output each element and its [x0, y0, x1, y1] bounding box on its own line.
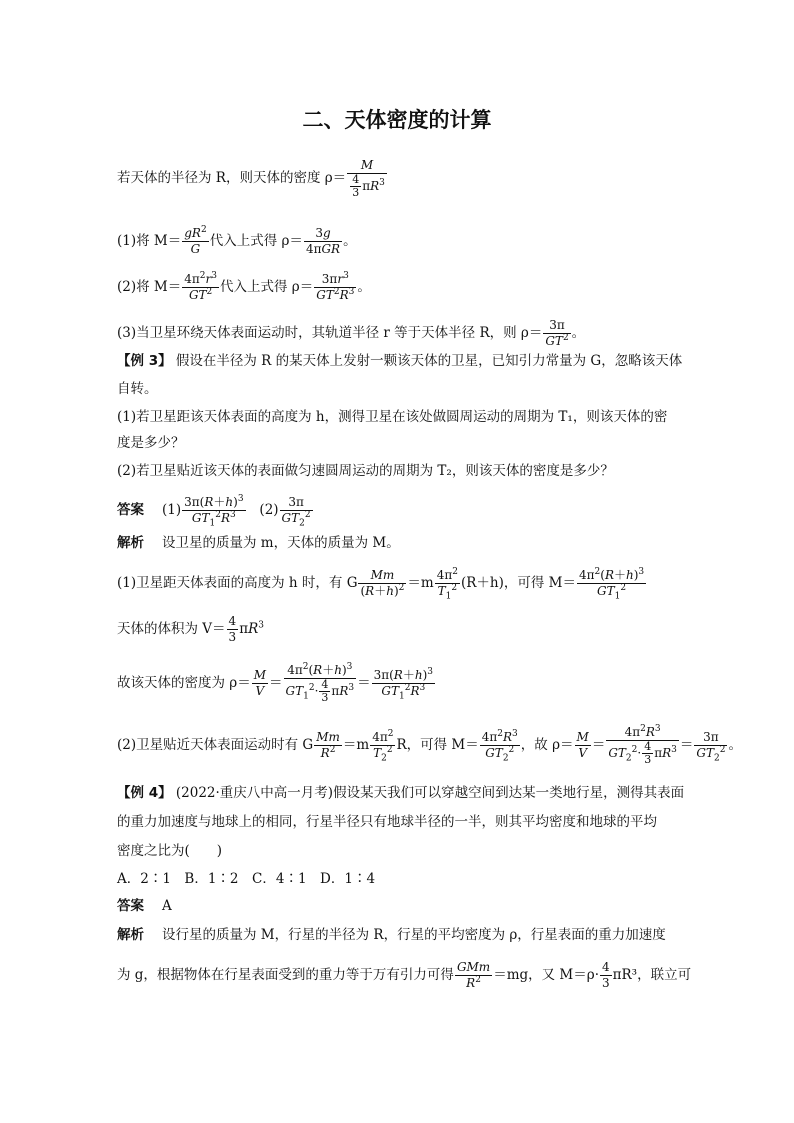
- item-1: (1)将 M＝ $\frac{gR^2}{G}$ 代入上式得 ρ＝ $\frac{3g}{\text{4πGR}}$ 。: [117, 225, 357, 256]
- ex3-analysis-1: (1)卫星距天体表面的高度为 h 时，有 G $\frac{Mm}{(R+h)^2}$ ＝m $\frac{4\pi^2}{T_1^2}$ (R＋h)，可得 M＝ $\frac{4\pi^2(R+h)^3}{GT_1^2}$: [117, 567, 645, 602]
- ex4-analysis-2: 为 g，根据物体在行星表面受到的重力等于万有引力可得 $\frac{\text{GMm}}{R^2}$ ＝mg，又 M＝ρ· $\frac{4}{3}$ πR³，联立可: [117, 960, 692, 990]
- ex3-density: 故该天体的密度为 ρ＝ $\frac{M}{V}$ ＝ $4\pi^2(R+h)^3$ $GT_1^2\cdot$ $\frac{4}{3}$ $\pi R^3$ ＝ $\frac{3\pi(R+h)^3}{GT_1^2R^3}$: [117, 662, 434, 704]
- item-3: (3)当卫星环绕天体表面运动时，其轨道半径 r 等于天体半径 R，则 ρ＝ $\frac{3\pi}{GT^2}$ 。: [117, 318, 586, 348]
- ex4-analysis: 解析 设行星的质量为 M，行星的半径为 R，行星的平均密度为 ρ，行星表面的重力加速度: [117, 927, 666, 943]
- ex3-line-1: 【例 3】 假设在半径为 R 的某天体上发射一颗该天体的卫星，已知引力常量为 G，忽略该天体: [117, 353, 683, 369]
- ex3-answer: 答案 (1) $\frac{3\pi(R+h)^3}{GT_1^2R^3}$ (2) $\frac{3\pi}{GT_2^2}$: [117, 494, 311, 529]
- intro-text: 若天体的半径为 R，则天体的密度 ρ＝: [117, 170, 347, 186]
- item-2: (2)将 M＝ $\frac{4\pi^2r^3}{GT^2}$ 代入上式得 ρ＝ $\frac{3\pi r^3}{GT^2R^3}$ 。: [117, 271, 371, 302]
- density-formula: M $\frac{4}{3}$ $\pi R^3$: [347, 158, 387, 199]
- ex3-volume: 天体的体积为 V＝ $\frac{4}{3}$ $\pi R^3$: [117, 614, 264, 644]
- ex3-analysis: 解析 设卫星的质量为 m，天体的质量为 M。: [117, 535, 400, 551]
- intro-line: [117, 158, 388, 199]
- ex3-analysis-2: (2)卫星贴近天体表面运动时有 G $\frac{Mm}{R^2}$ ＝m $\frac{4\pi^2}{T_2^2}$ R，可得 M＝ $\frac{4\pi^2R^3}{GT_2^2}$ ，故 ρ＝ $\frac{M}{V}$ ＝ $4\pi^2R^3$ $GT_2^2\cdot$ $\frac{4}{3}$ $\pi R^3$ ＝ $\frac{3\pi}{GT_2^2}$ 。: [117, 724, 742, 766]
- ex3-label: 【例 3】: [117, 353, 172, 369]
- section-title: 二、天体密度的计算: [302, 108, 492, 132]
- ex4-line-1: 【例 4】 (2022·重庆八中高一月考)假设某天我们可以穿越空间到达某一类地行星，测得其表面: [117, 785, 685, 801]
- ex4-options: A．2∶1 B．1∶2 C．4∶1 D．1∶4: [117, 871, 376, 887]
- ex4-label: 【例 4】: [117, 785, 172, 801]
- ex4-answer: 答案 A: [117, 898, 172, 914]
